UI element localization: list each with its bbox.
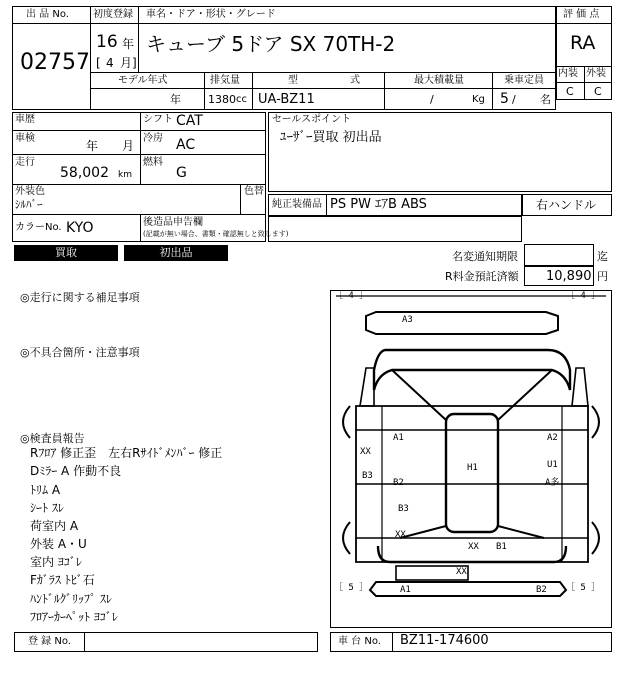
recycle-label: R料金預託済額	[445, 270, 519, 283]
color-no-label: カラーNo.	[15, 222, 62, 233]
inspector-report-item: ﾌﾛｱｰｶｰﾍﾟｯﾄ ﾖｺﾞﾚ	[30, 610, 118, 624]
fuel-label: 燃料	[143, 157, 163, 168]
color-no: KYO	[66, 220, 94, 236]
tire-front-left: ［ 4 ］	[334, 291, 369, 301]
exterior-label: 外装	[586, 68, 606, 79]
b1-rear-mark: B1	[496, 542, 507, 552]
inspector-report-item: 荷室内 A	[30, 519, 79, 533]
chassis-no: BZ11-174600	[400, 633, 489, 648]
u1-right-mark: U1	[547, 460, 558, 470]
ac: AC	[176, 137, 196, 153]
type-value: UA-BZ11	[258, 92, 315, 107]
equipment-label: 純正装備品	[272, 199, 322, 210]
xx-rear-left-mark: XX	[395, 530, 406, 540]
type-label-2: 式	[350, 75, 360, 86]
mileage-unit: km	[118, 170, 132, 180]
mileage: 58,002	[60, 165, 109, 181]
displacement-unit: cc	[236, 94, 247, 105]
inspector-report-item: 室内 ﾖｺﾞﾚ	[30, 555, 82, 569]
defects-label: ◎不具合箇所・注意事項	[20, 346, 140, 359]
name-change-box	[524, 244, 594, 266]
inspector-report-item: Dﾐﾗｰ A 作動不良	[30, 464, 122, 478]
a1-rear-bumper-mark: A1	[400, 585, 411, 595]
xx-left-mark: XX	[360, 447, 371, 457]
mileage-label: 走行	[15, 157, 35, 168]
inspector-report-item: ｼｰﾄ ｽﾚ	[30, 501, 64, 515]
shift: CAT	[176, 113, 203, 129]
inspection-label: 車検	[15, 133, 35, 144]
first-reg-year: 16	[96, 32, 118, 52]
aftermarket-box	[268, 216, 522, 242]
history-label: 車歴	[15, 114, 35, 125]
first-reg-label: 初度登録	[93, 9, 133, 20]
model-year-label: モデル年式	[118, 75, 168, 86]
buyback-badge: 買取	[14, 245, 118, 261]
inspector-label: ◎検査員報告	[20, 432, 85, 445]
chassis-label: 車 台 No.	[338, 636, 381, 647]
a-many-mark: A多	[545, 478, 560, 488]
sales-point-label: セールスポイント	[272, 114, 352, 125]
name-change-suffix: 迄	[597, 250, 608, 263]
h1-roof-mark: H1	[467, 463, 478, 473]
interior-score: C	[566, 85, 574, 98]
tire-rear-left: ［ 5 ］	[334, 583, 369, 593]
inspection-month-unit: 月	[122, 139, 135, 153]
xx-bumper-mark: XX	[456, 567, 467, 577]
recycle-amount: 10,890	[546, 269, 592, 284]
first-listing-badge: 初出品	[124, 245, 228, 261]
first-reg-year-unit: 年	[122, 37, 135, 51]
first-reg-month-open: [	[96, 56, 101, 70]
inspector-report-item: ﾊﾝﾄﾞﾙｸﾞﾘｯﾌﾟ ｽﾚ	[30, 592, 112, 606]
inspector-report-item: 外装 A・U	[30, 537, 87, 551]
inspector-report-item: ﾄﾘﾑ A	[30, 483, 61, 497]
grade-label: 評 価 点	[563, 9, 600, 20]
aftermarket-note: (記載が無い場合、書類・確認無しと致します)	[143, 230, 289, 238]
name-label: 車名・ドア・形状・グレード	[146, 9, 276, 20]
fuel: G	[176, 165, 187, 181]
capacity-slash: /	[512, 93, 516, 106]
interior-label: 内装	[558, 68, 578, 79]
aftermarket-label: 後造品申告欄	[143, 217, 203, 228]
first-reg-month: 4	[106, 56, 114, 70]
inspector-report-item: Fｶﾞﾗｽ ﾄﾋﾞ石	[30, 573, 95, 587]
exterior-score: C	[594, 85, 602, 98]
b2-rear-bumper-mark: B2	[536, 585, 547, 595]
type-label: 型	[288, 75, 298, 86]
lot-no: 02757	[20, 50, 90, 75]
displacement-label: 排気量	[210, 75, 240, 86]
inspection-year-unit: 年	[86, 139, 99, 153]
lot-no-label: 出 品 No.	[26, 9, 69, 20]
model-year-unit: 年	[170, 93, 181, 106]
recycle-unit: 円	[597, 270, 608, 283]
driving-notes-label: ◎走行に関する補足事項	[20, 291, 140, 304]
name-change-label: 名変通知期限	[452, 250, 518, 263]
capacity-unit: 名	[540, 93, 551, 106]
inspector-report-item: Rﾌﾛｱ 修正歪 左右Rｻｲﾄﾞﾒﾝﾊﾞｰ 修正	[30, 446, 223, 460]
grade-score: RA	[570, 32, 596, 54]
b2-left-mark: B2	[393, 478, 404, 488]
color-change-label: 色替	[244, 186, 264, 197]
car-name: キューブ 5ドア SX 70TH-2	[146, 32, 396, 56]
capacity: 5	[500, 91, 509, 107]
equipment: PS PW ｴｱB ABS	[330, 197, 427, 212]
registration-label: 登 録 No.	[28, 636, 71, 647]
b3-rear-mark: B3	[398, 504, 409, 514]
tire-rear-right: ［ 5 ］	[566, 583, 601, 593]
a2-right-mark: A2	[547, 433, 558, 443]
exterior-color-label: 外装色	[15, 186, 45, 197]
b3-left-mark: B3	[362, 471, 373, 481]
max-load-unit: Kg	[472, 94, 485, 105]
max-load-slash: /	[430, 93, 434, 106]
shift-label: シフト	[143, 114, 173, 125]
car-diagram	[330, 290, 612, 628]
sales-point: ﾕｰｻﾞｰ買取 初出品	[280, 130, 382, 145]
max-load-label: 最大積載量	[414, 75, 464, 86]
bumper-front-mark: A3	[402, 315, 413, 325]
steering: 右ハンドル	[536, 198, 597, 212]
ac-label: 冷房	[143, 133, 163, 144]
capacity-label: 乗車定員	[504, 75, 544, 86]
exterior-color: ｼﾙﾊﾞｰ	[15, 198, 43, 211]
first-reg-month-unit: 月]	[120, 56, 137, 70]
displacement: 1380	[208, 93, 236, 106]
tire-front-right: ［ 4 ］	[566, 291, 601, 301]
xx-rear-center-mark: XX	[468, 542, 479, 552]
a1-left-mark: A1	[393, 433, 404, 443]
